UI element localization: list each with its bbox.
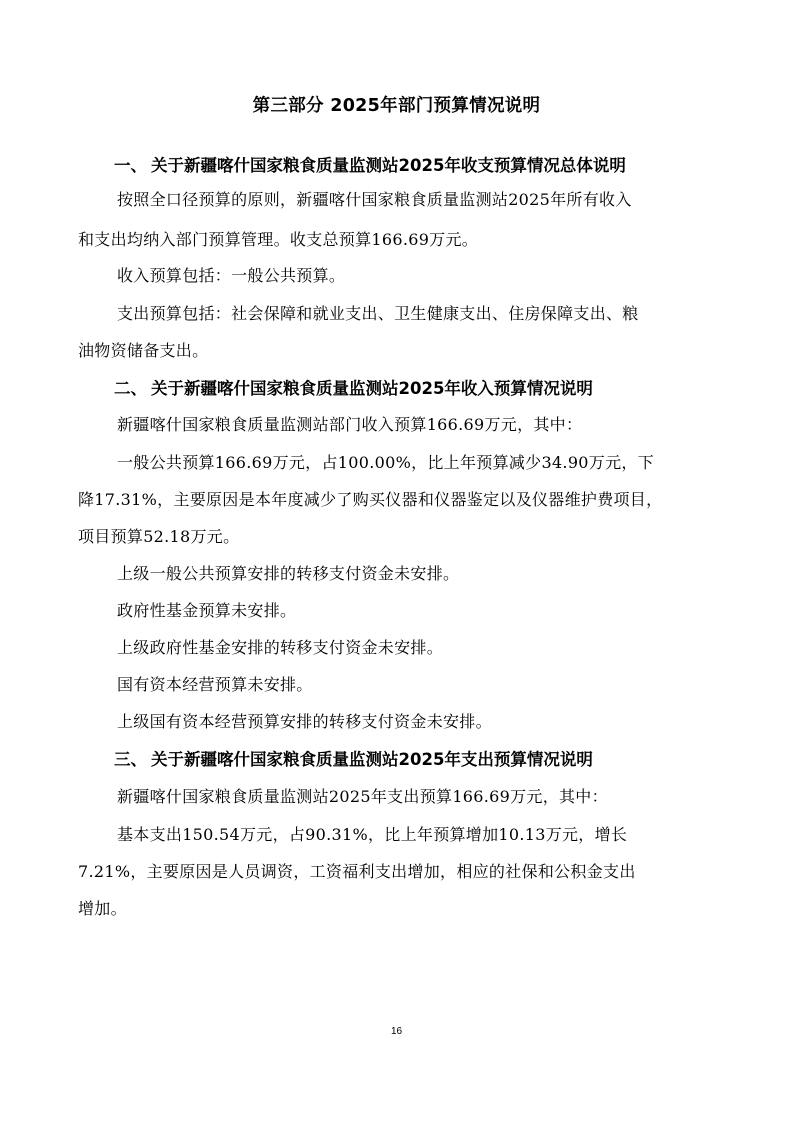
section-2-heading-text: 关于新疆喀什国家粮食质量监测站2025年收入预算情况说明	[151, 379, 593, 398]
page-number: 16	[390, 1026, 403, 1037]
section-3-line-4: 增加。	[78, 899, 127, 918]
section-2-number: 二、	[114, 379, 147, 398]
section-1-heading-text: 关于新疆喀什国家粮食质量监测站2025年收支预算情况总体说明	[151, 156, 626, 175]
section-2-line-8: 国有资本经营预算未安排。	[117, 675, 313, 694]
section-1-heading	[114, 152, 626, 176]
section-3-heading-text: 关于新疆喀什国家粮食质量监测站2025年支出预算情况说明	[151, 750, 593, 769]
section-3-line-1: 新疆喀什国家粮食质量监测站2025年支出预算166.69万元，其中：	[117, 787, 608, 806]
section-1-number: 一、	[114, 156, 147, 175]
section-2-line-9: 上级国有资本经营预算安排的转移支付资金未安排。	[117, 712, 492, 731]
section-2-line-5: 上级一般公共预算安排的转移支付资金未安排。	[117, 564, 460, 583]
section-2-line-7: 上级政府性基金安排的转移支付资金未安排。	[117, 638, 444, 657]
section-3-heading	[114, 746, 593, 770]
section-2-heading	[114, 375, 593, 399]
section-1-line-5: 油物资储备支出。	[78, 341, 209, 360]
section-1-line-1: 按照全口径预算的原则，新疆喀什国家粮食质量监测站2025年所有收入	[117, 190, 632, 209]
section-2-line-4: 项目预算52.18万元。	[78, 527, 240, 546]
section-3-line-2: 基本支出150.54万元，占90.31%，比上年预算增加10.13万元，增长	[117, 825, 628, 844]
section-3-line-3: 7.21%，主要原因是人员调资，工资福利支出增加，相应的社保和公积金支出	[78, 862, 636, 881]
section-2-line-1: 新疆喀什国家粮食质量监测站部门收入预算166.69万元，其中：	[117, 415, 583, 434]
page-title: 第三部分 2025年部门预算情况说明	[252, 96, 541, 116]
section-2-line-3: 降17.31%，主要原因是本年度减少了购买仪器和仪器鉴定以及仪器维护费项目，	[78, 490, 663, 509]
section-2-line-6: 政府性基金预算未安排。	[117, 601, 297, 620]
section-1-line-4: 支出预算包括：社会保障和就业支出、卫生健康支出、住房保障支出、粮	[117, 304, 639, 323]
section-1-line-3: 收入预算包括：一般公共预算。	[117, 266, 346, 285]
section-2-line-2: 一般公共预算166.69万元，占100.00%，比上年预算减少34.90万元，下	[117, 453, 654, 472]
section-1-line-2: 和支出均纳入部门预算管理。收支总预算166.69万元。	[78, 230, 479, 249]
section-3-number: 三、	[114, 750, 147, 769]
